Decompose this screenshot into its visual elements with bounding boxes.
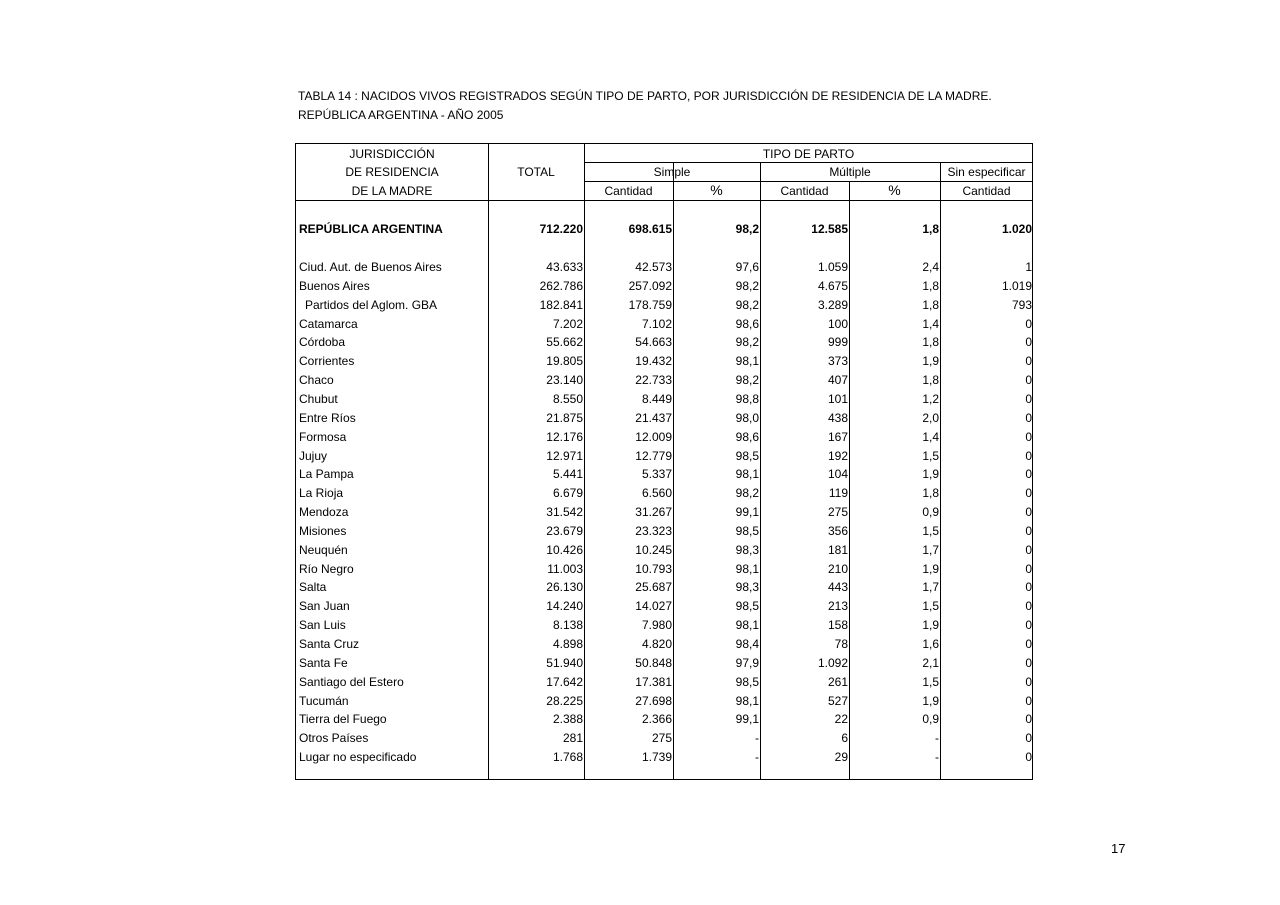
header-jurisdiccion: JURISDICCIÓN <box>349 147 435 161</box>
cell-sin-cantidad: 0 <box>1025 486 1032 501</box>
table-row <box>296 748 1034 766</box>
cell-total: 31.542 <box>546 505 583 520</box>
cell-jurisdiccion: Entre Ríos <box>299 410 356 425</box>
cell-total: 4.898 <box>552 637 583 651</box>
cell-total: 8.138 <box>552 618 583 633</box>
cell-multiple-pct: 2,4 <box>922 260 939 274</box>
table-row <box>296 277 1034 295</box>
cell-sin-cantidad: 1 <box>1025 260 1032 274</box>
cell-total: 28.225 <box>546 693 583 708</box>
table-row <box>296 409 1034 427</box>
cell-jurisdiccion: Río Negro <box>299 561 354 576</box>
cell-simple-cantidad: 6.560 <box>641 486 672 501</box>
cell-jurisdiccion: Misiones <box>299 523 347 538</box>
cell-jurisdiccion: San Juan <box>299 599 350 614</box>
cell-multiple-cantidad: 527 <box>827 693 848 708</box>
cell-jurisdiccion: Salta <box>299 580 327 595</box>
cell-multiple-pct: 1,4 <box>922 429 939 444</box>
header-sin-cantidad: Cantidad <box>962 184 1011 198</box>
cell-simple-cantidad: 12.009 <box>635 429 672 444</box>
cell-simple-cantidad: 7.980 <box>641 618 672 633</box>
cell-sin-cantidad: 0 <box>1025 354 1032 369</box>
cell-multiple-cantidad: 119 <box>828 486 848 501</box>
cell-jurisdiccion: Catamarca <box>299 316 358 331</box>
cell-jurisdiccion: Chaco <box>299 373 334 388</box>
cell-simple-pct: 98,5 <box>735 599 759 614</box>
cell-multiple-pct: 1,5 <box>922 523 939 538</box>
cell-simple-pct: 98,8 <box>735 391 759 406</box>
cell-multiple-cantidad: 210 <box>827 561 848 576</box>
header-madre: DE LA MADRE <box>351 184 433 198</box>
cell-total: 14.240 <box>546 599 583 614</box>
cell-multiple-pct: 1,9 <box>922 618 939 633</box>
cell-multiple-pct: 1,2 <box>922 391 939 406</box>
header-bottom-line <box>296 200 1033 201</box>
cell-simple-pct: 98,1 <box>735 618 759 633</box>
cell-jurisdiccion: Otros Países <box>299 731 369 746</box>
cell-multiple-cantidad: 443 <box>827 580 848 595</box>
cell-simple-cantidad: 14.027 <box>635 599 672 614</box>
cell-sin-cantidad: 0 <box>1025 655 1032 670</box>
cell-multiple-pct: 1,7 <box>922 542 939 557</box>
cell-multiple-pct: 2,0 <box>922 410 939 425</box>
cell-multiple-cantidad: 181 <box>827 542 848 557</box>
cell-sin-cantidad: 0 <box>1025 373 1032 388</box>
cell-total: 26.130 <box>546 580 583 595</box>
cell-simple-pct: 98,0 <box>735 410 759 425</box>
cell-sin-cantidad: 793 <box>1011 297 1032 312</box>
cell-multiple-cantidad: 1.059 <box>817 260 848 274</box>
cell-total: 12.176 <box>546 429 583 444</box>
table-row <box>296 522 1034 540</box>
cell-multiple-cantidad: 101 <box>827 391 848 406</box>
cell-total: 182.841 <box>539 297 583 312</box>
cell-simple-pct: 98,1 <box>735 561 759 576</box>
cell-simple-cantidad: 17.381 <box>635 674 672 689</box>
cell-total: 262.786 <box>539 278 583 293</box>
cell-multiple-pct: 2,1 <box>922 655 939 670</box>
page-number: 17 <box>1111 841 1126 856</box>
cell-total: 12.971 <box>546 448 583 463</box>
summary-multiple-cantidad: 12.585 <box>811 222 848 236</box>
cell-simple-pct: - <box>755 731 759 746</box>
cell-jurisdiccion: Neuquén <box>299 542 348 557</box>
cell-simple-cantidad: 2.366 <box>641 712 672 727</box>
cell-multiple-cantidad: 158 <box>827 618 848 633</box>
cell-jurisdiccion: Santiago del Estero <box>299 674 404 689</box>
cell-multiple-cantidad: 29 <box>834 750 848 765</box>
table-row <box>296 333 1034 351</box>
cell-jurisdiccion: Santa Cruz <box>299 637 360 651</box>
cell-jurisdiccion: Tucumán <box>299 693 349 708</box>
cell-multiple-cantidad: 104 <box>827 467 848 482</box>
header-tipo-parto: TIPO DE PARTO <box>762 147 855 161</box>
cell-multiple-pct: 1,9 <box>922 467 939 482</box>
cell-jurisdiccion: Mendoza <box>299 505 349 520</box>
cell-simple-cantidad: 7.102 <box>641 316 672 331</box>
cell-multiple-cantidad: 438 <box>827 410 848 425</box>
cell-multiple-cantidad: 999 <box>827 335 848 350</box>
cell-simple-cantidad: 25.687 <box>635 580 672 595</box>
cell-total: 5.441 <box>552 467 583 482</box>
table-row <box>296 484 1034 502</box>
cell-jurisdiccion: Córdoba <box>299 335 346 350</box>
cell-multiple-cantidad: 356 <box>827 523 848 538</box>
cell-multiple-pct: 1,5 <box>922 599 939 614</box>
cell-jurisdiccion: Chubut <box>299 391 338 406</box>
cell-jurisdiccion: Buenos Aires <box>299 278 370 293</box>
cell-multiple-cantidad: 100 <box>827 316 848 331</box>
cell-multiple-cantidad: 4.675 <box>817 278 848 293</box>
cell-sin-cantidad: 0 <box>1025 561 1032 576</box>
cell-simple-pct: 98,6 <box>735 429 759 444</box>
cell-simple-pct: 98,6 <box>735 316 759 331</box>
cell-simple-cantidad: 23.323 <box>635 523 672 538</box>
cell-total: 51.940 <box>546 655 583 670</box>
cell-jurisdiccion: Partidos del Aglom. GBA <box>305 297 438 312</box>
cell-multiple-pct: 1,7 <box>922 580 939 595</box>
cell-simple-cantidad: 10.793 <box>635 561 672 576</box>
table-row <box>296 390 1034 408</box>
cell-simple-cantidad: 257.092 <box>628 278 672 293</box>
table-row <box>296 692 1034 710</box>
cell-jurisdiccion: Corrientes <box>299 354 355 369</box>
table-row <box>296 654 1034 672</box>
cell-multiple-pct: - <box>935 731 939 746</box>
table-row <box>296 465 1034 483</box>
summary-multiple-pct: 1,8 <box>922 222 939 236</box>
cell-jurisdiccion: Lugar no especificado <box>299 750 417 765</box>
cell-simple-cantidad: 19.432 <box>635 354 672 369</box>
cell-total: 6.679 <box>552 486 583 501</box>
header-total: TOTAL <box>517 165 555 179</box>
summary-simple-cantidad: 698.615 <box>628 222 672 236</box>
table-row <box>296 447 1034 465</box>
cell-total: 55.662 <box>546 335 583 350</box>
cell-sin-cantidad: 0 <box>1025 693 1032 708</box>
cell-multiple-pct: 1,9 <box>922 693 939 708</box>
cell-multiple-cantidad: 3.289 <box>817 297 848 312</box>
cell-simple-pct: 98,2 <box>735 486 759 501</box>
cell-sin-cantidad: 0 <box>1025 448 1032 463</box>
cell-multiple-pct: 1,8 <box>922 335 939 350</box>
cell-simple-cantidad: 8.449 <box>641 391 672 406</box>
table-row <box>296 635 1034 653</box>
cell-simple-pct: 98,5 <box>735 448 759 463</box>
cell-sin-cantidad: 0 <box>1025 542 1032 557</box>
cell-total: 17.642 <box>546 674 583 689</box>
cell-simple-cantidad: 5.337 <box>641 467 672 482</box>
cell-total: 23.679 <box>546 523 583 538</box>
cell-multiple-pct: 1,8 <box>922 297 939 312</box>
summary-row <box>296 220 1034 238</box>
cell-simple-cantidad: 27.698 <box>635 693 672 708</box>
cell-total: 19.805 <box>546 354 583 369</box>
data-table <box>295 143 1033 780</box>
cell-total: 1.768 <box>552 750 583 765</box>
cell-multiple-cantidad: 167 <box>827 429 848 444</box>
cell-sin-cantidad: 0 <box>1025 523 1032 538</box>
table-row <box>296 673 1034 691</box>
cell-multiple-cantidad: 407 <box>827 373 848 388</box>
cell-simple-pct: 98,5 <box>735 523 759 538</box>
cell-total: 2.388 <box>552 712 583 727</box>
cell-multiple-pct: 1,5 <box>922 448 939 463</box>
table-row <box>296 428 1034 446</box>
cell-simple-cantidad: 12.779 <box>635 448 672 463</box>
cell-simple-pct: 99,1 <box>735 712 759 727</box>
cell-multiple-cantidad: 213 <box>827 599 848 614</box>
cell-simple-cantidad: 50.848 <box>635 655 672 670</box>
cell-simple-pct: 98,2 <box>735 297 759 312</box>
cell-jurisdiccion: La Rioja <box>299 486 344 501</box>
cell-jurisdiccion: Formosa <box>299 429 347 444</box>
cell-simple-cantidad: 21.437 <box>635 410 672 425</box>
cell-multiple-cantidad: 78 <box>834 637 848 651</box>
header-sin-especificar: Sin especificar <box>947 165 1026 179</box>
cell-multiple-pct: 1,9 <box>922 561 939 576</box>
table-title: TABLA 14 : NACIDOS VIVOS REGISTRADOS SEGÚN TIPO DE PARTO, POR JURISDICCIÓN DE RESIDENCIA DE LA MADRE. <box>298 89 992 103</box>
cell-simple-pct: 98,4 <box>735 637 759 651</box>
cell-multiple-pct: 1,5 <box>922 674 939 689</box>
cell-simple-cantidad: 54.663 <box>635 335 672 350</box>
cell-simple-pct: 98,1 <box>735 467 759 482</box>
cell-multiple-cantidad: 275 <box>827 505 848 520</box>
cell-multiple-pct: 1,9 <box>922 354 939 369</box>
table-row <box>296 352 1034 370</box>
table-row <box>296 710 1034 728</box>
cell-simple-pct: 98,3 <box>735 542 759 557</box>
cell-simple-pct: 98,2 <box>735 335 759 350</box>
cell-sin-cantidad: 0 <box>1025 731 1032 746</box>
cell-sin-cantidad: 0 <box>1025 505 1032 520</box>
cell-simple-pct: 98,3 <box>735 580 759 595</box>
header-residencia: DE RESIDENCIA <box>345 165 439 179</box>
table-row <box>296 315 1034 333</box>
cell-total: 281 <box>562 731 583 746</box>
cell-simple-cantidad: 1.739 <box>641 750 672 765</box>
cell-multiple-pct: 0,9 <box>922 505 939 520</box>
cell-simple-pct: 98,1 <box>735 354 759 369</box>
cell-simple-pct: 98,5 <box>735 674 759 689</box>
cell-simple-cantidad: 178.759 <box>628 297 672 312</box>
summary-jurisdiccion: REPÚBLICA ARGENTINA <box>299 222 443 236</box>
cell-sin-cantidad: 0 <box>1025 429 1032 444</box>
cell-multiple-pct: - <box>935 750 939 765</box>
cell-sin-cantidad: 0 <box>1025 467 1032 482</box>
cell-multiple-cantidad: 261 <box>827 674 848 689</box>
cell-total: 7.202 <box>552 316 583 331</box>
cell-multiple-pct: 0,9 <box>922 712 939 727</box>
cell-sin-cantidad: 0 <box>1025 637 1032 651</box>
cell-jurisdiccion: Jujuy <box>299 448 328 463</box>
header-simple-cantidad: Cantidad <box>604 184 653 198</box>
cell-sin-cantidad: 0 <box>1025 316 1032 331</box>
cell-simple-pct: 97,9 <box>735 655 759 670</box>
cell-simple-cantidad: 42.573 <box>635 260 672 274</box>
cell-total: 21.875 <box>546 410 583 425</box>
table-row <box>296 371 1034 389</box>
cell-simple-cantidad: 22.733 <box>635 373 672 388</box>
cell-multiple-pct: 1,4 <box>922 316 939 331</box>
header-multiple-cantidad: Cantidad <box>780 184 829 198</box>
cell-simple-pct: 98,1 <box>735 693 759 708</box>
cell-sin-cantidad: 0 <box>1025 618 1032 633</box>
table-row <box>296 578 1034 596</box>
cell-simple-cantidad: 275 <box>651 731 672 746</box>
cell-simple-cantidad: 31.267 <box>635 505 672 520</box>
cell-multiple-cantidad: 192 <box>827 448 848 463</box>
cell-multiple-cantidad: 22 <box>834 712 848 727</box>
cell-jurisdiccion: Tierra del Fuego <box>299 712 387 727</box>
table-row <box>296 616 1034 634</box>
table-row <box>296 597 1034 615</box>
cell-multiple-pct: 1,6 <box>922 637 939 651</box>
header-multiple-pct: % <box>888 182 901 198</box>
cell-simple-pct: 99,1 <box>735 505 759 520</box>
cell-sin-cantidad: 0 <box>1025 712 1032 727</box>
cell-sin-cantidad: 1.019 <box>1001 278 1032 293</box>
cell-jurisdiccion: Ciud. Aut. de Buenos Aires <box>299 260 442 274</box>
cell-sin-cantidad: 0 <box>1025 750 1032 765</box>
cell-total: 11.003 <box>547 561 583 576</box>
summary-simple-pct: 98,2 <box>735 222 759 236</box>
cell-sin-cantidad: 0 <box>1025 391 1032 406</box>
table-row <box>296 560 1034 578</box>
cell-jurisdiccion: San Luis <box>299 618 346 633</box>
cell-sin-cantidad: 0 <box>1025 674 1032 689</box>
cell-sin-cantidad: 0 <box>1025 599 1032 614</box>
table-row <box>296 541 1034 559</box>
table-row <box>296 503 1034 521</box>
table-row <box>296 729 1034 747</box>
table-row <box>296 258 1034 276</box>
cell-multiple-cantidad: 373 <box>827 354 848 369</box>
cell-simple-pct: 98,2 <box>735 373 759 388</box>
cell-total: 23.140 <box>546 373 583 388</box>
cell-simple-cantidad: 10.245 <box>635 542 672 557</box>
cell-multiple-pct: 1,8 <box>922 278 939 293</box>
cell-sin-cantidad: 0 <box>1025 410 1032 425</box>
cell-multiple-pct: 1,8 <box>922 373 939 388</box>
header-simple: Simple <box>653 165 691 179</box>
cell-total: 43.633 <box>546 260 583 274</box>
table-row <box>296 296 1034 314</box>
cell-simple-pct: - <box>755 750 759 765</box>
cell-sin-cantidad: 0 <box>1025 580 1032 595</box>
summary-total: 712.220 <box>539 222 583 236</box>
cell-total: 8.550 <box>552 391 583 406</box>
table-subtitle: REPÚBLICA ARGENTINA - AÑO 2005 <box>298 108 504 122</box>
cell-simple-pct: 97,6 <box>735 260 759 274</box>
cell-multiple-cantidad: 1.092 <box>817 655 848 670</box>
summary-sin-cantidad: 1.020 <box>1001 222 1032 236</box>
cell-total: 10.426 <box>546 542 583 557</box>
cell-simple-cantidad: 4.820 <box>641 637 672 651</box>
cell-simple-pct: 98,2 <box>735 278 759 293</box>
cell-sin-cantidad: 0 <box>1025 335 1032 350</box>
cell-jurisdiccion: Santa Fe <box>299 655 348 670</box>
header-multiple: Múltiple <box>829 165 871 179</box>
cell-multiple-pct: 1,8 <box>922 486 939 501</box>
header-simple-pct: % <box>710 182 723 198</box>
cell-jurisdiccion: La Pampa <box>299 467 354 482</box>
cell-multiple-cantidad: 6 <box>841 731 848 746</box>
